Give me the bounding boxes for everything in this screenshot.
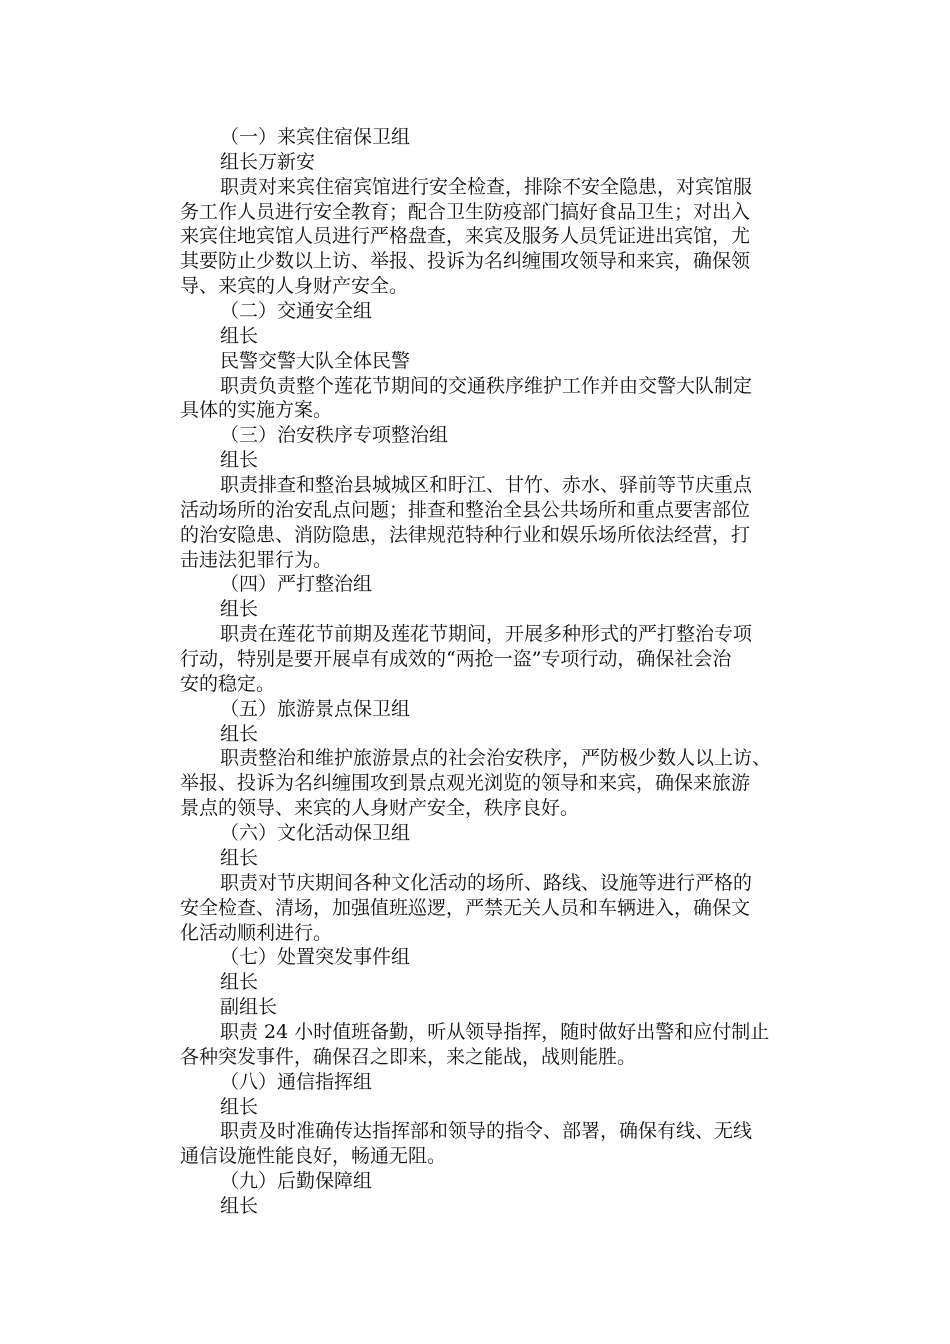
section-heading: （五）旅游景点保卫组 — [220, 697, 411, 720]
section-heading: （六）文化活动保卫组 — [220, 822, 411, 845]
leader-line: 组长 — [220, 722, 259, 745]
duty-text-line: 安的稳定。 — [180, 672, 276, 695]
section-heading: （七）处置突发事件组 — [220, 946, 411, 969]
duty-text-line: 职责及时准确传达指挥部和领导的指令、部署，确保有线、无线 — [220, 1120, 753, 1143]
duty-text-line: 各种突发事件，确保召之即来，来之能战，战则能胜。 — [180, 1045, 637, 1068]
duty-text-line: 职责负责整个莲花节期间的交通秩序维护工作并由交警大队制定 — [220, 374, 753, 397]
duty-text-line: 职责在莲花节前期及莲花节期间，开展多种形式的严打整治专项 — [220, 623, 753, 646]
leader-line: 组长 — [220, 846, 259, 869]
section-heading: （一）来宾住宿保卫组 — [220, 126, 411, 148]
duty-text-line: 职责排查和整治县城城区和盱江、甘竹、赤水、驿前等节庆重点 — [220, 474, 753, 497]
section-heading: （八）通信指挥组 — [220, 1070, 373, 1093]
leader-line: 组长 — [220, 971, 259, 994]
duty-text-line: 行动，特别是要开展卓有成效的“两抢一盗”专项行动，确保社会治 — [180, 648, 732, 671]
duty-text-line: 职责对来宾住宿宾馆进行安全检查，排除不安全隐患，对宾馆服 — [220, 175, 753, 198]
duty-text-line: 化活动顺利进行。 — [180, 921, 333, 944]
leader-line: 组长 — [220, 598, 259, 621]
duty-text-line: 职责整治和维护旅游景点的社会治安秩序，严防极少数人以上访、 — [220, 747, 772, 770]
leader-line: 组长 — [220, 1194, 259, 1217]
duty-text-line: 具体的实施方案。 — [180, 399, 333, 422]
leader-line: 副组长 — [220, 996, 278, 1019]
duty-text-line: 务工作人员进行安全教育；配合卫生防疫部门搞好食品卫生；对出入 — [180, 200, 751, 223]
duty-text-line: 活动场所的治安乱点问题；排查和整治全县公共场所和重点要害部位 — [180, 498, 751, 521]
leader-line: 组长 — [220, 1095, 259, 1118]
duty-text-line: 通信设施性能良好，畅通无阻。 — [180, 1145, 447, 1168]
leader-line: 组长 — [220, 449, 259, 472]
duty-text-line: 导、来宾的人身财产安全。 — [180, 275, 409, 298]
duty-text-line: 的治安隐患、消防隐患，法律规范特种行业和娱乐场所依法经营，打 — [180, 523, 751, 546]
duty-text-line: 来宾住地宾馆人员进行严格盘查，来宾及服务人员凭证进出宾馆，尤 — [180, 225, 751, 248]
duty-text-line: 击违法犯罪行为。 — [180, 548, 333, 571]
section-heading: （二）交通安全组 — [220, 300, 373, 323]
duty-text-line: 景点的领导、来宾的人身财产安全，秩序良好。 — [180, 797, 580, 820]
duty-text-line: 举报、投诉为名纠缠围攻到景点观光浏览的领导和来宾，确保来旅游 — [180, 772, 751, 795]
document-body — [180, 125, 780, 1219]
section-heading: （三）治安秩序专项整治组 — [220, 424, 449, 447]
duty-text-line: 职责对节庆期间各种文化活动的场所、路线、设施等进行严格的 — [220, 871, 753, 894]
duty-text-line: 安全检查、清场，加强值班巡逻，严禁无关人员和车辆进入，确保文 — [180, 896, 751, 919]
members-line: 民警交警大队全体民警 — [220, 349, 411, 372]
section-heading: （四）严打整治组 — [220, 573, 373, 596]
leader-line: 组长万新安 — [220, 150, 316, 173]
leader-line: 组长 — [220, 324, 259, 347]
duty-text-line: 其要防止少数以上访、举报、投诉为名纠缠围攻领导和来宾，确保领 — [180, 250, 751, 273]
duty-text-line: 职责 24 小时值班备勤，听从领导指挥，随时做好出警和应付制止 — [220, 1020, 770, 1043]
section-heading: （九）后勤保障组 — [220, 1170, 373, 1193]
